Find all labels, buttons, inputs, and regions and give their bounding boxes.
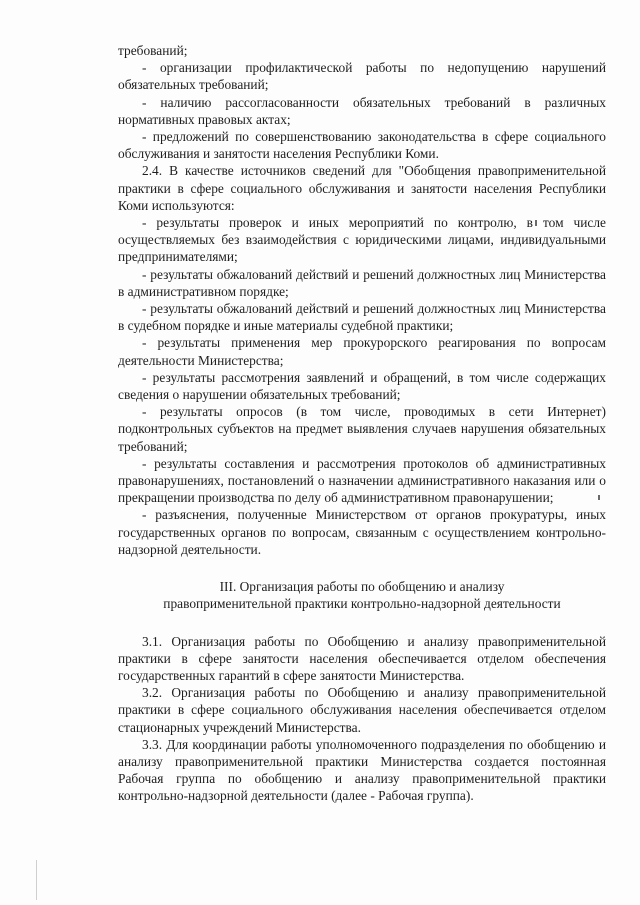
list-item: - результаты обжалований действий и решений должностных лиц Министерства в судебном порядке и иные материалы судебной практики; [118, 301, 606, 334]
section-heading: III. Организация работы по обобщению и анализу правоприменительной практики контрольно-надзорной деятельности [163, 579, 561, 612]
list-item: - разъяснения, полученные Министерством от органов прокуратуры, иных государственных органов по вопросам, связанным с осуществлением контрольно-надзорной деятельности. [118, 507, 606, 557]
list-item: - результаты рассмотрения заявлений и обращений, в том числе содержащих сведения о нарушении обязательных требований; [118, 369, 606, 403]
list-item: - организации профилактической работы по недопущению нарушений обязательных требований; [118, 60, 606, 93]
list-item: - результаты опросов (в том числе, проводимых в сети Интернет) подконтрольных субъектов на предмет выявления случаев нарушения обязательных требований; [118, 404, 606, 454]
list-item: - результаты проверок и иных мероприятий по контролю, в том числе осуществляемых без взаимодействия с юридическими лицами, индивидуальными предпринимателями; [118, 215, 606, 265]
list-item: - результаты применения мер прокурорского реагирования по вопросам деятельности Министерства; [118, 335, 606, 368]
list-item: - результаты составления и рассмотрения протоколов об административных правонарушениях, постановлений о назначении административного наказания или о прекращении производства по делу об административном правонарушении; [118, 455, 606, 506]
list-item: - предложений по совершенствованию законодательства в сфере социального обслуживания и занятости населения Республики Коми. [118, 129, 606, 162]
list-item: - наличию рассогласованности обязательных требований в различных нормативных правовых актах; [118, 94, 606, 127]
paragraph: требований; [118, 43, 188, 58]
clause-2-4: 2.4. В качестве источников сведений для "Обобщения правоприменительной практики в сфере социального обслуживания и занятости населения Республики Коми используются: [118, 163, 606, 213]
document-body [118, 42, 606, 805]
scan-edge-mark [36, 860, 37, 900]
list-item: - результаты обжалований действий и решений должностных лиц Министерства в административном порядке; [118, 266, 606, 299]
clause-3-2: 3.2. Организация работы по Обобщению и анализу правоприменительной практики в сфере социального обслуживания населения обеспечивается отделом стационарных учреждений Министерства. [118, 685, 606, 735]
clause-3-1: 3.1. Организация работы по Обобщению и анализу правоприменительной практики в сфере занятости населения обеспечивается отделом обеспечения государственных гарантий в сфере занятости Министерства. [118, 633, 606, 683]
clause-3-3: 3.3. Для координации работы уполномоченного подразделения по обобщению и анализу правоприменительной практики Министерства создается постоянная Рабочая группа по обобщению и анализу правоприменительной практики контрольно-надзорной деятельности (далее - Рабочая группа). [118, 736, 606, 804]
